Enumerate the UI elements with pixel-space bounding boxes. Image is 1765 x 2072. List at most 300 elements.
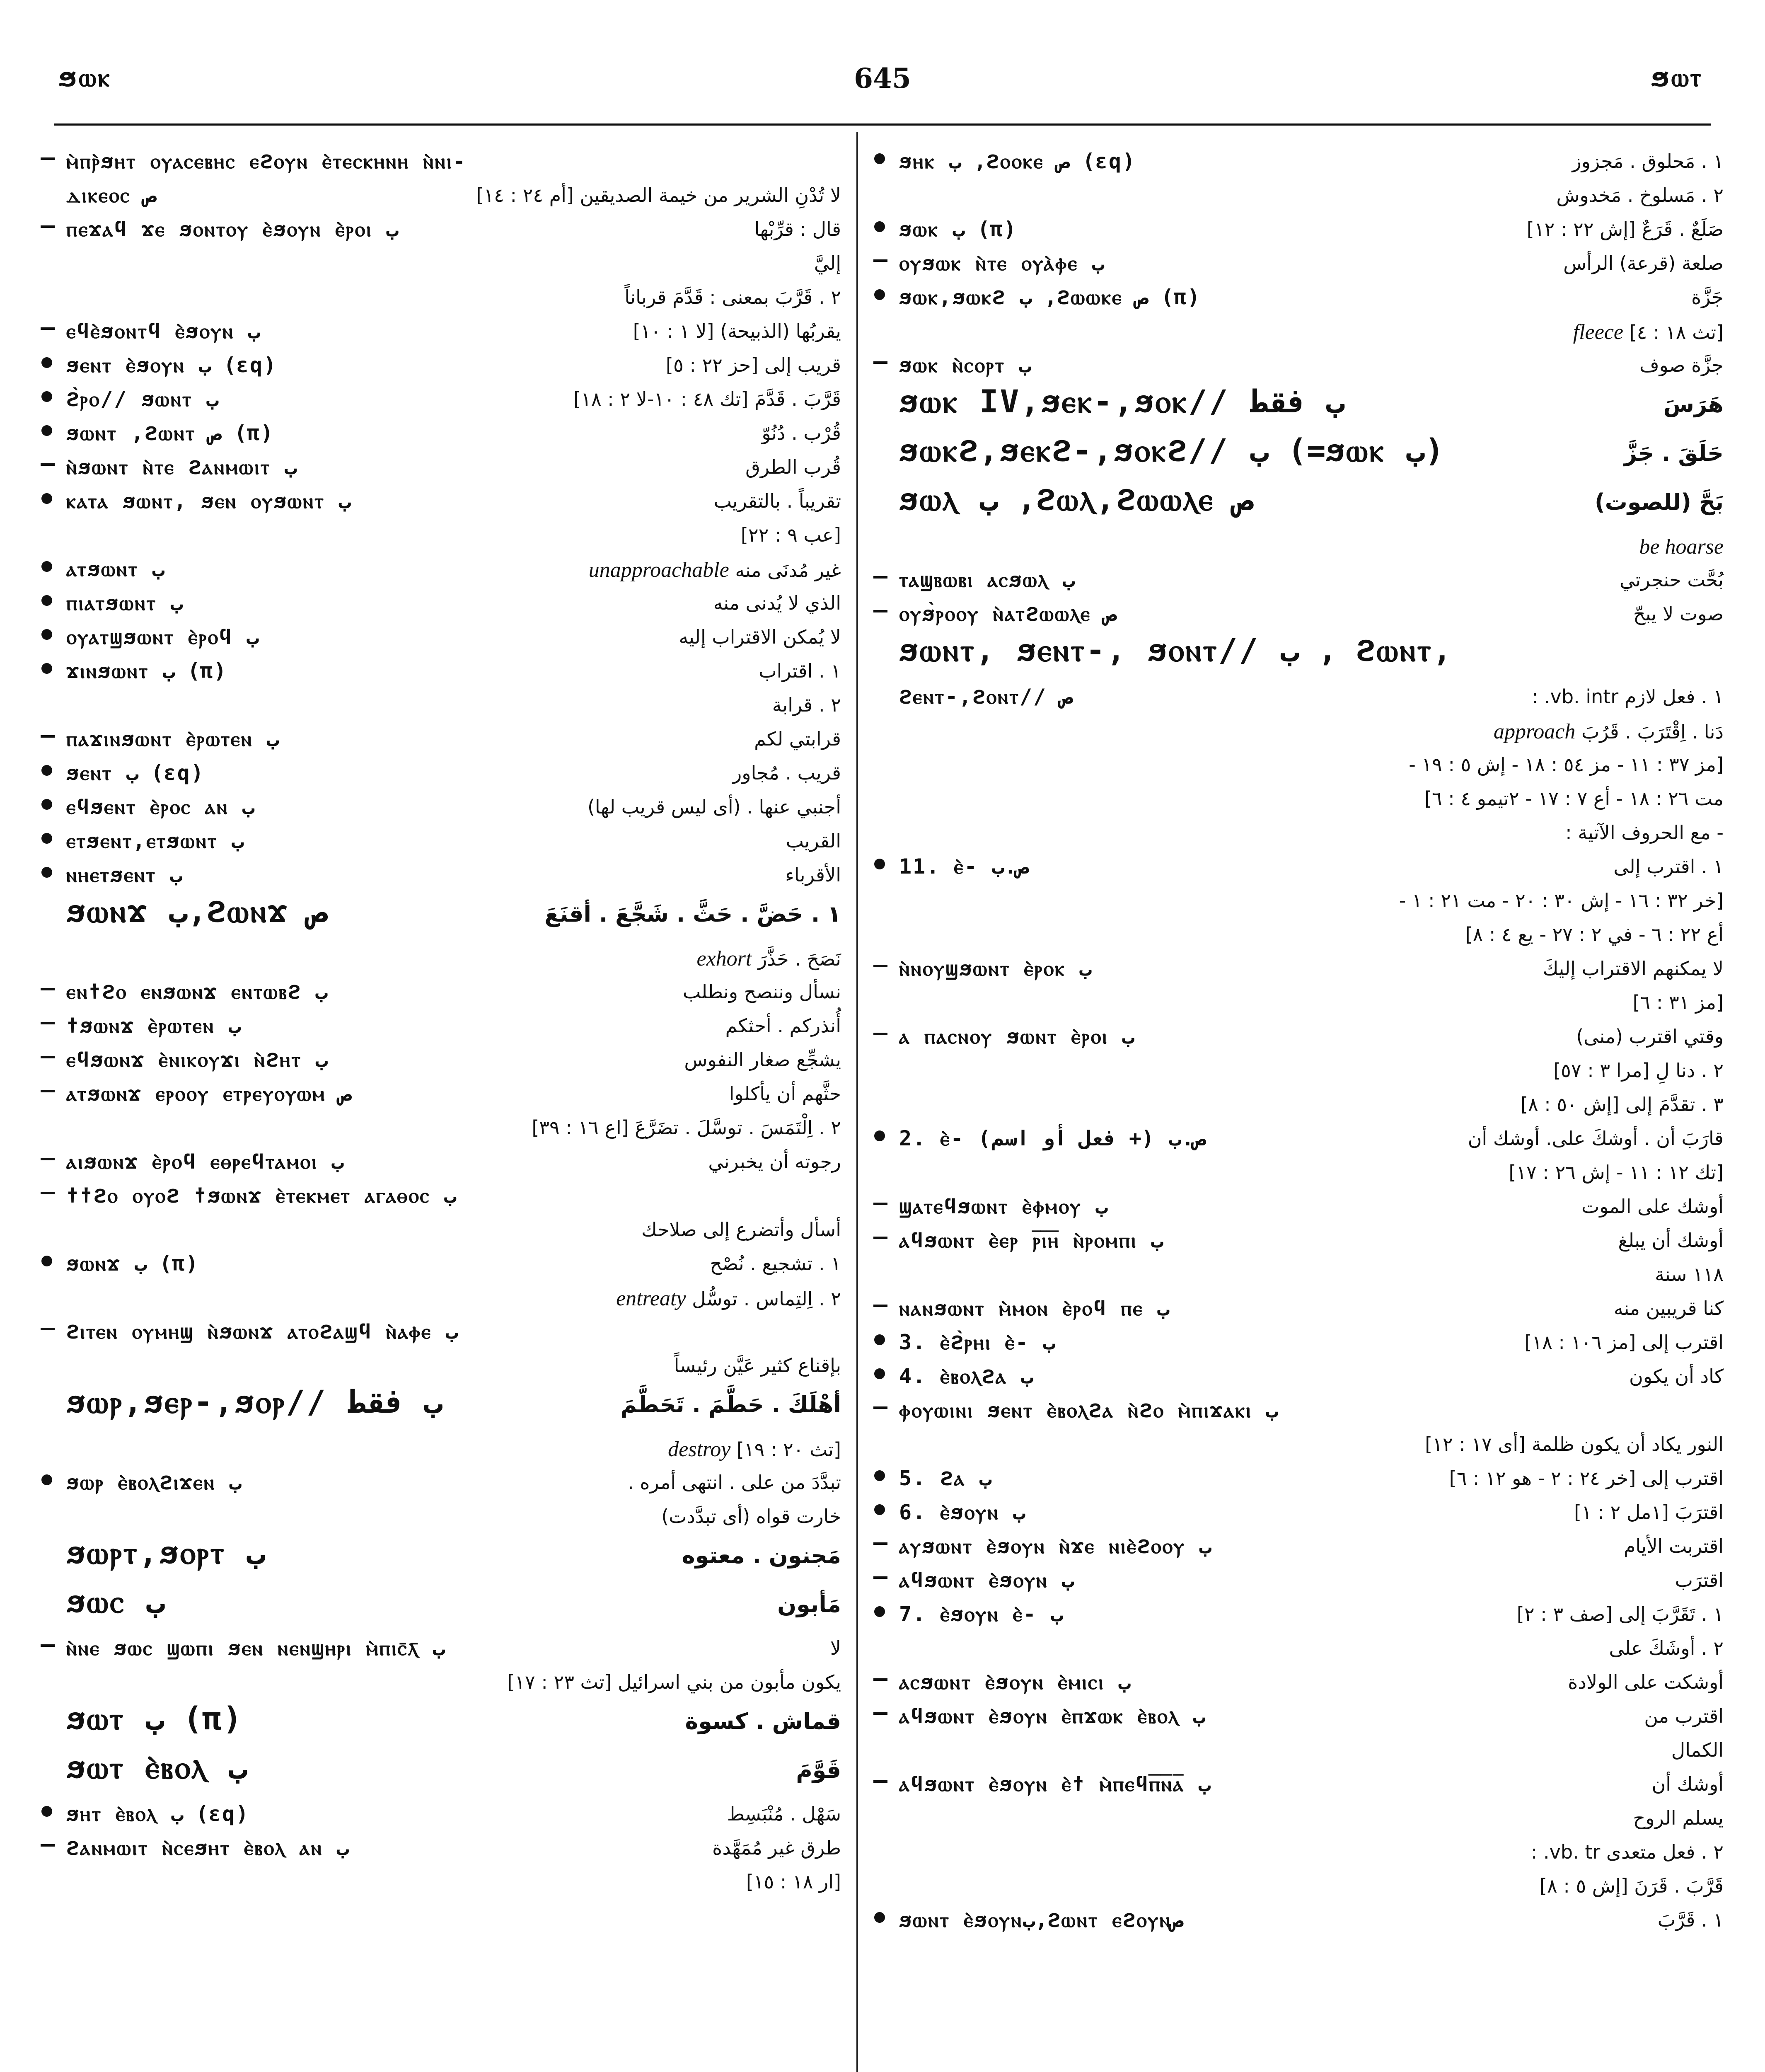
- entry-line: [874, 956, 1724, 990]
- entry-line: [41, 1436, 841, 1470]
- english-gloss: approach: [1493, 720, 1576, 743]
- arabic-gloss: [573, 388, 841, 410]
- bullet-marker: [41, 1806, 52, 1817]
- coptic-text: ⲟⲩϧ̀ⲣⲟⲟⲩ ⲛ̀ⲁⲧϩⲱⲱⲗⲉ ص: [899, 602, 1117, 626]
- coptic-text: ⲙ̀ⲡⲣ̀ϧⲏⲧ ⲟⲩⲁⲥⲉⲃⲏⲥ ⲉϩⲟⲩⲛ ⲉ̀ⲧⲉⲥⲕⲏⲛⲏ ⲛ̀ⲛⲓ-: [66, 149, 467, 173]
- entry-line: [874, 753, 1724, 787]
- arabic-text: يكون مأبون من بني اسرائيل [تث ٢٣ : ١٧]: [507, 1671, 841, 1693]
- arabic-gloss: [729, 1082, 841, 1105]
- arabic-text: ٣ . تقدَّمَ إلى [إش ٥٠ : ٨]: [1520, 1093, 1724, 1116]
- entry-line: [874, 534, 1724, 568]
- arabic-gloss: [1624, 440, 1724, 466]
- arabic-text: [تك ١٢ : ١١ - إش ٢٦ : ١٧]: [1509, 1161, 1724, 1184]
- bullet-marker: [874, 153, 885, 164]
- coptic-text: ϧⲱⲕ ⲛ̀ⲥⲟⲣⲧ ب: [899, 353, 1032, 377]
- dash-marker: [41, 1644, 55, 1647]
- arabic-text: الأقرباء: [785, 864, 841, 886]
- entry-line: [41, 659, 841, 693]
- arabic-text: ١ . تَقَرَّبَ إلى [صف ٣ : ٢]: [1516, 1603, 1724, 1625]
- dash-marker: [41, 1328, 55, 1330]
- arabic-text: [تث ٢٠ : ١٩]: [736, 1438, 841, 1461]
- entry-line: [874, 1636, 1724, 1670]
- dash-marker: [873, 1780, 887, 1783]
- dash-marker: [41, 327, 55, 330]
- coptic-text: ⲟⲩⲁⲧϣϧⲱⲛⲧ ⲉ̀ⲣⲟϥ ب: [66, 625, 259, 649]
- arabic-gloss: [1565, 821, 1724, 844]
- entry-line: [41, 795, 841, 829]
- arabic-gloss: [684, 1048, 841, 1071]
- arabic-text: أوشكت على الولادة: [1568, 1671, 1724, 1693]
- coptic-text: ϧⲱⲣ,ϧⲉⲣ-,ϧⲟⲣ// ب فقط: [66, 1383, 443, 1420]
- arabic-text: ١ . مَحلوق . مَجزوز: [1572, 150, 1724, 172]
- entry-line: [874, 1500, 1724, 1534]
- coptic-text: ⲁϥϧⲱⲛⲧ ⲉ̀ϧⲟⲩⲛ ⲉ̀ϯ ⲙ̀ⲡⲉϥⲡ̅ⲛ̅ⲁ̅ ب: [899, 1772, 1211, 1796]
- coptic-text: ϩ̀ⲣⲟ// ϧⲱⲛⲧ ب: [66, 387, 219, 411]
- arabic-gloss: [1399, 889, 1724, 912]
- arabic-gloss: [1633, 991, 1724, 1014]
- coptic-text: ϣⲁⲧⲉϥϧⲱⲛⲧ ⲉ̀ⲫⲙⲟⲩ ب: [899, 1194, 1108, 1218]
- entry-line: [874, 1670, 1724, 1704]
- entry-line: [874, 1228, 1724, 1262]
- coptic-text: ϧⲱⲥ ب: [66, 1583, 165, 1620]
- arabic-text: رجوته أن يخبرني: [708, 1150, 841, 1173]
- arabic-gloss: [713, 592, 841, 614]
- bullet-marker: [874, 1130, 885, 1141]
- coptic-text: ⲛⲏⲉⲧϧⲉⲛⲧ ب: [66, 863, 183, 887]
- entry-line: [41, 353, 841, 387]
- entry-line: [41, 217, 841, 251]
- bullet-marker: [41, 663, 52, 674]
- bullet-marker: [41, 561, 52, 572]
- entry-line: [874, 1296, 1724, 1330]
- arabic-gloss: [745, 456, 841, 478]
- arabic-text: اقترَب: [1675, 1569, 1724, 1591]
- bullet-marker: [874, 859, 885, 869]
- arabic-text: الذي لا يُدنى منه: [713, 592, 841, 614]
- bullet-marker: [41, 357, 52, 368]
- arabic-gloss: [786, 830, 841, 852]
- dash-marker: [41, 463, 55, 466]
- arabic-gloss: [1494, 719, 1724, 744]
- arabic-text: أُنذركم . أحثكم: [725, 1014, 841, 1037]
- coptic-text: ⲁϥϧⲱⲛⲧ ⲉ̀ϧⲟⲩⲛ ب: [899, 1568, 1074, 1592]
- entry-line: [41, 1319, 841, 1353]
- entry-line: [874, 821, 1724, 854]
- coptic-text: ϧⲏⲧ ⲉ̀ⲃⲟⲗ ب (εq): [66, 1802, 249, 1826]
- entry-line: [874, 1194, 1724, 1228]
- arabic-text: النور يكاد أن يكون ظلمة [أى ١٧ : ١٢]: [1425, 1433, 1724, 1455]
- entry-line: [41, 183, 841, 217]
- coptic-text: ⲫⲟⲩⲱⲓⲛⲓ ϧⲉⲛⲧ ⲉ̀ⲃⲟⲗϩⲁ ⲛ̀ϩⲟ ⲙ̀ⲡⲓϫⲁⲕⲓ ب: [899, 1398, 1279, 1422]
- entry-line: [41, 1870, 841, 1904]
- arabic-text: طرق غير مُمَهَّدة: [712, 1837, 841, 1859]
- entry-line: [874, 922, 1724, 956]
- entry-line: [41, 863, 841, 897]
- arabic-text: كاد أن يكون: [1629, 1365, 1724, 1387]
- dash-marker: [873, 259, 887, 262]
- dash-marker: [41, 1844, 55, 1847]
- arabic-gloss: [754, 728, 841, 750]
- arabic-gloss: [532, 1116, 841, 1139]
- entry-line: [874, 568, 1724, 602]
- arabic-gloss: [1639, 535, 1724, 559]
- arabic-text: أوشك أن: [1651, 1773, 1724, 1795]
- entry-line: [874, 1024, 1724, 1058]
- bullet-marker: [874, 1368, 885, 1379]
- coptic-text: ⲡⲉϫⲁϥ ϫⲉ ϧⲟⲛⲧⲟⲩ ⲉ̀ϧⲟⲩⲛ ⲉ̀ⲣⲟⲓ ب: [66, 217, 399, 241]
- coptic-text: 7. ⲉ̀ϧⲟⲩⲛ ⲉ̀- ب: [899, 1602, 1064, 1626]
- coptic-text: ⲛ̀ϧⲱⲛⲧ ⲛ̀ⲧⲉ ϩⲁⲛⲙⲱⲓⲧ ب: [66, 455, 297, 479]
- arabic-gloss: [1556, 184, 1724, 206]
- coptic-text: ϧⲱⲕ IV,ϧⲉⲕ-,ϧⲟⲕ// ب فقط: [899, 383, 1345, 420]
- bullet-marker: [874, 289, 885, 300]
- entry-line: [41, 523, 841, 557]
- entry-line: [874, 1398, 1724, 1432]
- arabic-gloss: [725, 1014, 841, 1037]
- bullet-marker: [41, 629, 52, 640]
- bullet-marker: [41, 799, 52, 810]
- entry-line: [874, 1806, 1724, 1840]
- arabic-text: قريب . مُجاور: [733, 762, 841, 784]
- page-number: 645: [854, 62, 911, 94]
- arabic-gloss: [1517, 1603, 1724, 1625]
- bullet-marker: [874, 1912, 885, 1923]
- arabic-gloss: [1614, 1297, 1724, 1319]
- arabic-gloss: [1576, 1025, 1724, 1048]
- arabic-gloss: [1521, 1093, 1724, 1116]
- coptic-text: ϧⲏⲕ ب ,ϩⲟⲟⲕⲉ ص (εq): [899, 149, 1135, 173]
- coptic-text: ⲁⲧϧⲱⲛϫ ⲉⲣⲟⲟⲩ ⲉⲧⲣⲉⲩⲟⲩⲱⲙ ص: [66, 1082, 352, 1106]
- arabic-text: دَنا . اِقْتَرَبَ . قَرُبَ: [1581, 721, 1724, 743]
- arabic-gloss: [589, 558, 841, 582]
- arabic-text: [عب ٩ : ٢٢]: [740, 524, 841, 546]
- arabic-text: سَهْل . مُنْبَسِط: [727, 1803, 841, 1825]
- entry-line: [874, 602, 1724, 636]
- bullet-marker: [41, 391, 52, 402]
- dash-marker: [873, 1203, 887, 1205]
- entry-line: [41, 591, 841, 625]
- entry-line: [41, 489, 841, 523]
- dash-marker: [41, 1158, 55, 1160]
- arabic-text: ٢ . مَسلوخ . مَخدوش: [1556, 184, 1724, 206]
- arabic-gloss: [682, 1542, 841, 1569]
- arabic-text: نَصَحَ . حَذَّرَ: [757, 948, 841, 970]
- coptic-text: ϧⲱⲗ ب ,ϩⲱⲗ,ϩⲱⲱⲗⲉ ص: [899, 481, 1254, 518]
- entry-line: [874, 1908, 1724, 1942]
- arabic-gloss: [1524, 1331, 1724, 1353]
- arabic-text: يسلم الروح: [1633, 1807, 1724, 1829]
- arabic-gloss: [679, 626, 841, 648]
- arabic-gloss: [668, 1437, 841, 1462]
- bullet-marker: [41, 1256, 52, 1266]
- entry-line: [41, 625, 841, 659]
- arabic-gloss: [1633, 1807, 1724, 1829]
- arabic-gloss: [712, 1837, 841, 1859]
- arabic-gloss: [746, 1871, 841, 1893]
- arabic-text: لا تُدْنِ الشرير من خيمة الصديقين [أم ٢٤ : ١٤]: [476, 184, 841, 206]
- arabic-gloss: [641, 1218, 841, 1241]
- arabic-text: ١ . حَضَّ . حَثَّ . شَجَّعَ . أقنَعَ: [544, 901, 841, 927]
- arabic-gloss: [754, 218, 841, 240]
- bullet-marker: [41, 425, 52, 436]
- arabic-gloss: [1609, 1637, 1724, 1659]
- arabic-text: أوشك أن يبلغ: [1618, 1229, 1724, 1251]
- arabic-gloss: [1574, 1501, 1724, 1523]
- entry-line: [41, 149, 841, 183]
- coptic-text: ⲛⲁⲛϧⲱⲛⲧ ⲙ̀ⲙⲟⲛ ⲉ̀ⲣⲟϥ ⲡⲉ ب: [899, 1296, 1170, 1320]
- coptic-text: ⲧⲁϣⲃⲱⲃⲓ ⲁⲥϧⲱⲗ ب: [899, 568, 1075, 592]
- arabic-text: [مز ٣٧ : ١١ - مز ٥٤ : ١٨ - إش ٥ : ١٩ -: [1409, 753, 1724, 776]
- arabic-text: تبدَّدَ من على . انتهى أمره .: [628, 1471, 841, 1493]
- arabic-gloss: [1573, 320, 1724, 344]
- coptic-text: ϧⲱⲧ ب (π): [66, 1700, 242, 1737]
- entry-line: [874, 149, 1724, 183]
- entry-line: [874, 888, 1724, 922]
- arabic-gloss: [1425, 1433, 1724, 1455]
- entry-line: [41, 1836, 841, 1870]
- arabic-text: تقريباً . بالتقريب: [713, 490, 841, 512]
- coptic-text: 2. ⲉ̀- (فعل أو اسم +) ص.ب: [899, 1126, 1206, 1150]
- arabic-text: وقتي اقترب (منى): [1576, 1025, 1724, 1048]
- arabic-gloss: [1671, 1739, 1724, 1761]
- arabic-text: قارَبَ أن . أوشكَ على. أوشك أن: [1468, 1127, 1724, 1150]
- arabic-gloss: [1639, 354, 1724, 376]
- arabic-text: نسأل وننصح ونطلب: [682, 980, 841, 1003]
- dash-marker: [41, 1022, 55, 1024]
- arabic-gloss: [1658, 1909, 1724, 1931]
- arabic-text: [ار ١٨ : ١٥]: [746, 1871, 841, 1893]
- dash-marker: [873, 1678, 887, 1681]
- english-gloss: destroy: [668, 1438, 731, 1461]
- arabic-gloss: [1540, 1875, 1724, 1897]
- arabic-gloss: [1509, 1161, 1724, 1184]
- coptic-text: ⲉⲧϧⲉⲛⲧ,ⲉⲧϧⲱⲛⲧ ب: [66, 829, 244, 853]
- arabic-text: جَزَّة: [1691, 286, 1724, 308]
- english-gloss: entreaty: [616, 1287, 686, 1310]
- coptic-text: ⲛ̀ⲛⲟⲩϣϧⲱⲛⲧ ⲉ̀ⲣⲟⲕ ب: [899, 956, 1092, 980]
- coptic-text: 11. ⲉ̀- ص.ب: [899, 854, 1030, 879]
- arabic-gloss: [777, 1591, 841, 1617]
- arabic-gloss: [1691, 286, 1724, 308]
- bullet-marker: [41, 833, 52, 844]
- arabic-text: حثَّهم أن يأكلوا: [729, 1082, 841, 1105]
- entry-line: [41, 251, 841, 285]
- arabic-gloss: [785, 864, 841, 886]
- coptic-text: ϧⲱⲛϫ ب,ϩⲱⲛϫ ص: [66, 893, 328, 929]
- dash-marker: [41, 988, 55, 990]
- arabic-gloss: [796, 1757, 841, 1783]
- arabic-gloss: [714, 490, 841, 512]
- english-gloss: fleece: [1573, 320, 1623, 344]
- arabic-gloss: [759, 660, 841, 682]
- arabic-text: - مع الحروف الآتية :: [1565, 821, 1724, 844]
- entry-line: [874, 1262, 1724, 1296]
- arabic-gloss: [666, 354, 841, 376]
- dash-marker: [41, 225, 55, 228]
- arabic-gloss: [710, 1252, 841, 1275]
- arabic-gloss: [727, 1803, 841, 1825]
- coptic-text: ϧⲱⲕ,ϧⲱⲕϩ ب ,ϩⲱⲱⲕⲉ ص (π): [899, 285, 1200, 309]
- coptic-text: ϫⲓⲛϧⲱⲛⲧ ب (π): [66, 659, 226, 683]
- coptic-text: ⲁⲧϧⲱⲛⲧ ب: [66, 557, 165, 581]
- entry-line: [874, 285, 1724, 319]
- dash-marker: [873, 1033, 887, 1035]
- coptic-text: ϧⲱⲧ ⲉ̀ⲃⲟⲗ ب: [66, 1749, 247, 1786]
- entry-line: [41, 946, 841, 980]
- bullet-marker: [874, 1470, 885, 1481]
- header-rule: [54, 123, 1711, 126]
- entry-line: [41, 1353, 841, 1387]
- arabic-gloss: [1465, 923, 1724, 946]
- coptic-text: 4. ⲉ̀ⲃⲟⲗϩⲁ ب: [899, 1364, 1033, 1388]
- entry-line: [874, 1126, 1724, 1160]
- dash-marker: [873, 1576, 887, 1579]
- entry-line: [874, 183, 1724, 217]
- entry-line: [41, 285, 841, 319]
- entry-line: [874, 685, 1724, 719]
- dash-marker: [873, 1406, 887, 1409]
- arabic-gloss: [1532, 685, 1724, 708]
- entry-line: [41, 1636, 841, 1670]
- coptic-text: 5. ϩⲁ ب: [899, 1466, 992, 1490]
- coptic-text: ⲁ ⲡⲁⲥⲛⲟⲩ ϧⲱⲛⲧ ⲉ̀ⲣⲟⲓ ب: [899, 1024, 1135, 1048]
- headword-entry: [41, 1749, 841, 1802]
- entry-line: [41, 1802, 841, 1836]
- bullet-marker: [874, 221, 885, 232]
- dash-marker: [41, 157, 55, 160]
- entry-line: [874, 854, 1724, 888]
- entry-line: [874, 217, 1724, 251]
- arabic-gloss: [507, 1671, 841, 1693]
- entry-line: [41, 421, 841, 455]
- arabic-text: قُرْب . دُنُوّ: [762, 422, 841, 444]
- coptic-text: ϩⲉⲛⲧ-,ϩⲟⲛⲧ// ص: [899, 685, 1074, 709]
- arabic-gloss: [683, 980, 841, 1003]
- arabic-text: أسأل وأتضرع إلى صلاحك: [641, 1218, 841, 1241]
- arabic-gloss: [633, 320, 841, 342]
- arabic-gloss: [762, 422, 841, 444]
- headword-entry: [874, 632, 1724, 685]
- coptic-text: ϧⲱⲕϩ,ϧⲉⲕϩ-,ϧⲟⲕϩ// ب (=ϧⲱⲕ ب): [899, 432, 1444, 469]
- arabic-text: مَجنون . معتوه: [682, 1542, 841, 1569]
- arabic-text: يشجِّع صغار النفوس: [684, 1048, 841, 1071]
- arabic-text: قال : قرِّبْها: [754, 218, 841, 240]
- coptic-text: ⲁϥϧⲱⲛⲧ ⲉ̀ϧⲟⲩⲛ ⲉ̀ⲡϫⲱⲕ ⲉ̀ⲃⲟⲗ ب: [899, 1704, 1206, 1728]
- headword-entry: [874, 383, 1724, 436]
- headword-entry: [41, 1534, 841, 1587]
- entry-line: [41, 1116, 841, 1150]
- coptic-text: ⲡⲓⲁⲧϧⲱⲛⲧ ب: [66, 591, 183, 615]
- arabic-text: كنا قريبين منه: [1613, 1297, 1724, 1319]
- arabic-text: ١ . فعل لازم vb. intr. :: [1531, 685, 1724, 708]
- entry-line: [874, 1432, 1724, 1466]
- running-head-right: ϧⲱⲧ: [1650, 62, 1703, 92]
- arabic-gloss: [628, 1471, 841, 1493]
- arabic-gloss: [1581, 1195, 1724, 1218]
- coptic-text: ⲁϥϧⲱⲛⲧ ⲉ̀ⲉⲣ ⲣ̅ⲓ̅ⲏ̅ ⲛ̀ⲣⲟⲙⲡⲓ ب: [899, 1228, 1163, 1252]
- coptic-text: ⲟⲩϧⲱⲕ ⲛ̀ⲧⲉ ⲟⲩⲁ̀ⲫⲉ ب: [899, 251, 1105, 275]
- arabic-gloss: [476, 184, 841, 206]
- arabic-text: قَرَّبَ . قَدَّمَ [تك ٤٨ : ١٠-لا ٢ : ١٨]: [573, 388, 841, 410]
- arabic-text: أع ٢٢ : ٦ - في ٢ : ٢٧ - يع ٤ : ٨]: [1465, 923, 1724, 946]
- arabic-text: [خر ٣٢ : ١٦ - إش ٣٠ : ٢٠ - مت ٢١ : ١ -: [1399, 889, 1724, 912]
- arabic-text: إليَّ: [814, 252, 841, 274]
- entry-line: [874, 787, 1724, 821]
- entry-line: [41, 1670, 841, 1704]
- entry-line: [41, 1218, 841, 1251]
- headword-entry: [41, 893, 841, 946]
- coptic-text: ⲁⲓϧⲱⲛϫ ⲉ̀ⲣⲟϥ ⲉⲑⲣⲉϥⲧⲁⲙⲟⲓ ب: [66, 1150, 344, 1174]
- arabic-text: اقترب إلى [خر ٢٤ : ٢ - هو ١٢ : ٦]: [1449, 1467, 1724, 1489]
- coptic-text: ⲕⲁⲧⲁ ϧⲱⲛⲧ, ϧⲉⲛ ⲟⲩϧⲱⲛⲧ ب: [66, 489, 351, 513]
- arabic-text: ١ . اقتراب: [759, 660, 841, 682]
- entry-line: [41, 1285, 841, 1319]
- arabic-text: ٢ . فعل متعدى vb. tr. :: [1530, 1841, 1724, 1863]
- arabic-text: ٢ . قرابة: [772, 694, 841, 716]
- arabic-gloss: [1572, 150, 1724, 172]
- entry-line: [874, 990, 1724, 1024]
- dash-marker: [41, 1090, 55, 1092]
- bullet-marker: [41, 867, 52, 878]
- arabic-gloss: [1633, 603, 1724, 625]
- arabic-text: بُحَّت حنجرتي: [1620, 569, 1724, 591]
- coptic-text: ϩⲓⲧⲉⲛ ⲟⲩⲙⲏϣ ⲛ̀ϧⲱⲛϫ ⲁⲧⲟϩⲁϣϥ ⲛ̀ⲁⲫⲉ ب: [66, 1319, 458, 1343]
- entry-line: [874, 1772, 1724, 1806]
- entry-line: [874, 319, 1724, 353]
- arabic-gloss: [674, 1354, 841, 1377]
- arabic-text: اقتربت الأيام: [1624, 1535, 1724, 1557]
- coptic-text: ⲡⲁϫⲓⲛϧⲱⲛⲧ ⲉ̀ⲣⲱⲧⲉⲛ ب: [66, 727, 279, 751]
- arabic-text: ٢ . اِلتِماس . توسُّل: [692, 1288, 841, 1310]
- arabic-text: ٢ . قَرَّبَ بمعنى : قَدَّمَ قرباناً: [624, 286, 841, 308]
- arabic-gloss: [1644, 1705, 1724, 1727]
- dash-marker: [873, 610, 887, 612]
- entry-line: [874, 1534, 1724, 1568]
- entry-line: [874, 1330, 1724, 1364]
- arabic-gloss: [544, 901, 841, 927]
- english-gloss: exhort: [696, 947, 752, 971]
- arabic-gloss: [1468, 1127, 1724, 1150]
- arabic-text: قرابتي لكم: [754, 728, 841, 750]
- entry-line: [874, 1704, 1724, 1738]
- arabic-gloss: [733, 762, 841, 784]
- arabic-gloss: [1568, 1671, 1724, 1693]
- bullet-marker: [874, 1606, 885, 1617]
- arabic-gloss: [1563, 252, 1724, 274]
- arabic-gloss: [830, 1637, 841, 1659]
- dash-marker: [873, 1237, 887, 1239]
- entry-line: [41, 980, 841, 1014]
- entry-line: [874, 1160, 1724, 1194]
- arabic-text: أوشك على الموت: [1581, 1195, 1724, 1218]
- arabic-gloss: [1624, 1535, 1724, 1557]
- arabic-text: غير مُدنَى منه: [735, 559, 841, 581]
- arabic-text: جزَّة صوف: [1639, 354, 1724, 376]
- entry-line: [41, 761, 841, 795]
- coptic-text: ϧⲱⲣ ⲉ̀ⲃⲟⲗϩⲓϫⲉⲛ ب: [66, 1470, 242, 1494]
- entry-line: [874, 1602, 1724, 1636]
- bullet-marker: [874, 1334, 885, 1345]
- arabic-text: صَلَعٌ . قَرَعٌ [إش ٢٢ : ١٢]: [1526, 218, 1724, 240]
- headword-entry: [41, 1700, 841, 1753]
- coptic-text: ⲉϥⲉ̀ϧⲟⲛⲧϥ ⲉ̀ϧⲟⲩⲛ ب: [66, 319, 261, 343]
- entry-line: [874, 353, 1724, 387]
- arabic-gloss: [1618, 1229, 1724, 1251]
- arabic-gloss: [1543, 957, 1724, 980]
- arabic-text: قُرب الطرق: [745, 456, 841, 478]
- arabic-text: الكمال: [1671, 1739, 1724, 1761]
- arabic-text: ١ . اقترب إلى: [1613, 855, 1724, 878]
